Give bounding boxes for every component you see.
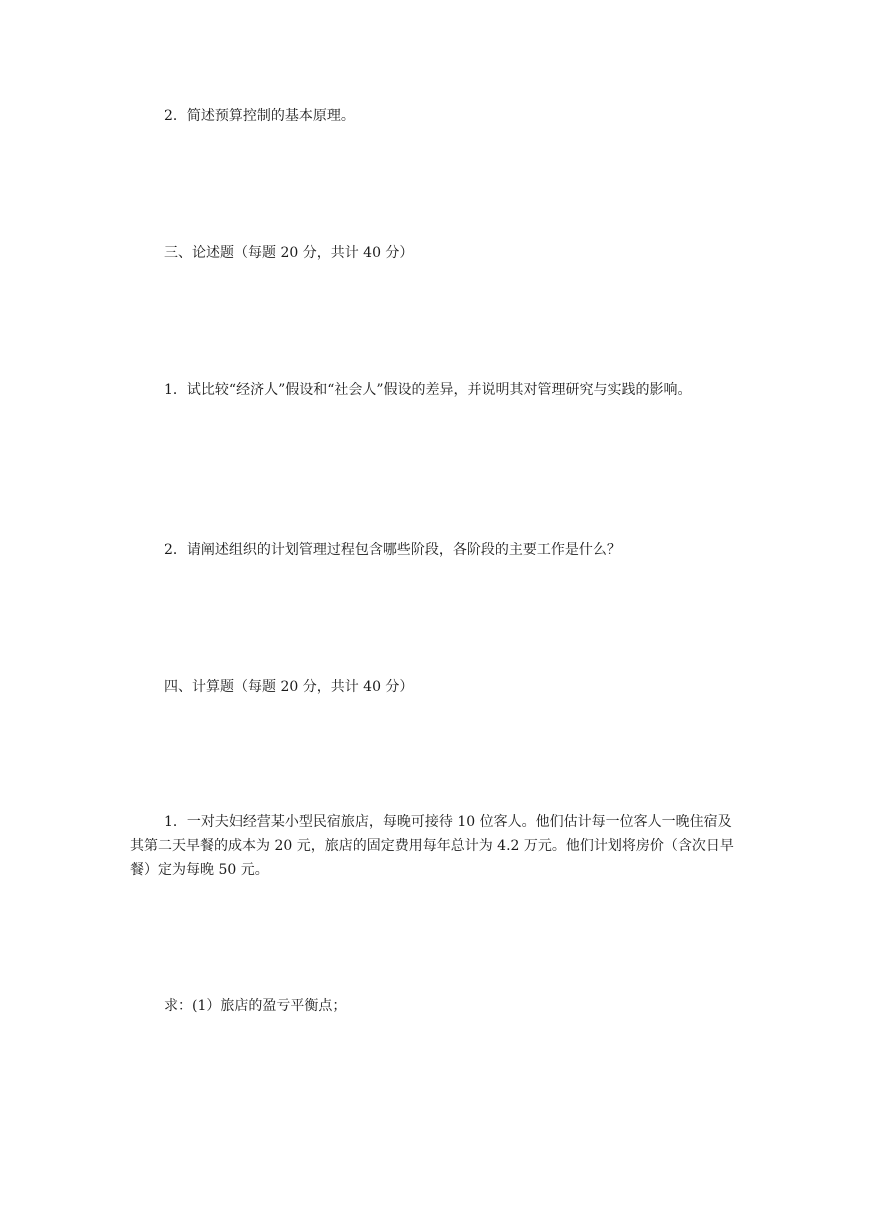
section-3-heading: 三、论述题（每题 20 分，共计 40 分）	[164, 245, 414, 261]
section-4-heading: 四、计算题（每题 20 分，共计 40 分）	[164, 679, 414, 695]
calculation-question-1-ask: 求：(1）旅店的盈亏平衡点；	[164, 998, 347, 1014]
essay-question-2: 2．请阐述组织的计划管理过程包含哪些阶段，各阶段的主要工作是什么？	[164, 542, 621, 558]
question-2-budget-control: 2．简述预算控制的基本原理。	[164, 108, 355, 124]
essay-question-1: 1．试比较“经济人”假设和“社会人”假设的差异，并说明其对管理研究与实践的影响。	[164, 382, 692, 398]
calculation-question-1: 1．一对夫妇经营某小型民宿旅店，每晚可接待 10 位客人。他们估计每一位客人一晚住宿及其第二天早餐的成本为 20 元，旅店的固定费用每年总计为 4.2 万元。他们计划将房价（含次日早餐）定为每晚 50 元。	[130, 814, 734, 878]
